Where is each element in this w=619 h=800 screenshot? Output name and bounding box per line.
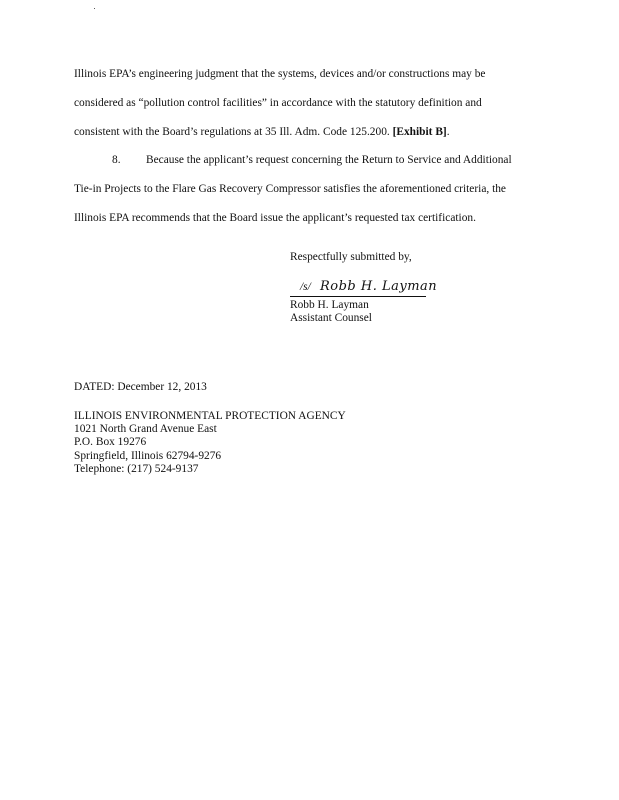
- scan-artifact-mark: [94, 8, 95, 9]
- exhibit-reference: [Exhibit B]: [392, 126, 447, 138]
- signature-script: Robb H. Layman: [320, 279, 438, 294]
- paragraph-8-line-2: Tie-in Projects to the Flare Gas Recovery Compressor satisfies the aforementioned criteria, the: [74, 183, 506, 195]
- signature-closing: Respectfully submitted by,: [290, 251, 412, 263]
- agency-name: ILLINOIS ENVIRONMENTAL PROTECTION AGENCY: [74, 410, 346, 422]
- signer-name: Robb H. Layman: [290, 299, 369, 311]
- paragraph-line-3: [74, 126, 450, 139]
- paragraph-8-number: 8.: [112, 154, 121, 166]
- signature-prefix: /s/: [300, 281, 311, 293]
- paragraph-line-3-end: .: [446, 126, 450, 138]
- agency-city: Springfield, Illinois 62794-9276: [74, 450, 222, 462]
- agency-phone: Telephone: (217) 524-9137: [74, 463, 199, 475]
- paragraph-line-1: Illinois EPA’s engineering judgment that the systems, devices and/or constructions may be: [74, 68, 486, 80]
- paragraph-8-line-1: Because the applicant’s request concerning the Return to Service and Additional: [146, 154, 512, 166]
- paragraph-line-2: considered as “pollution control facilities” in accordance with the statutory definition and: [74, 97, 482, 109]
- signer-title: Assistant Counsel: [290, 312, 372, 324]
- paragraph-8-line-3: Illinois EPA recommends that the Board issue the applicant’s requested tax certification.: [74, 212, 476, 224]
- dated-line: DATED: December 12, 2013: [74, 381, 207, 393]
- agency-street: 1021 North Grand Avenue East: [74, 423, 217, 435]
- agency-po-box: P.O. Box 19276: [74, 436, 147, 448]
- paragraph-line-3-text: consistent with the Board’s regulations at 35 Ill. Adm. Code 125.200.: [74, 126, 393, 138]
